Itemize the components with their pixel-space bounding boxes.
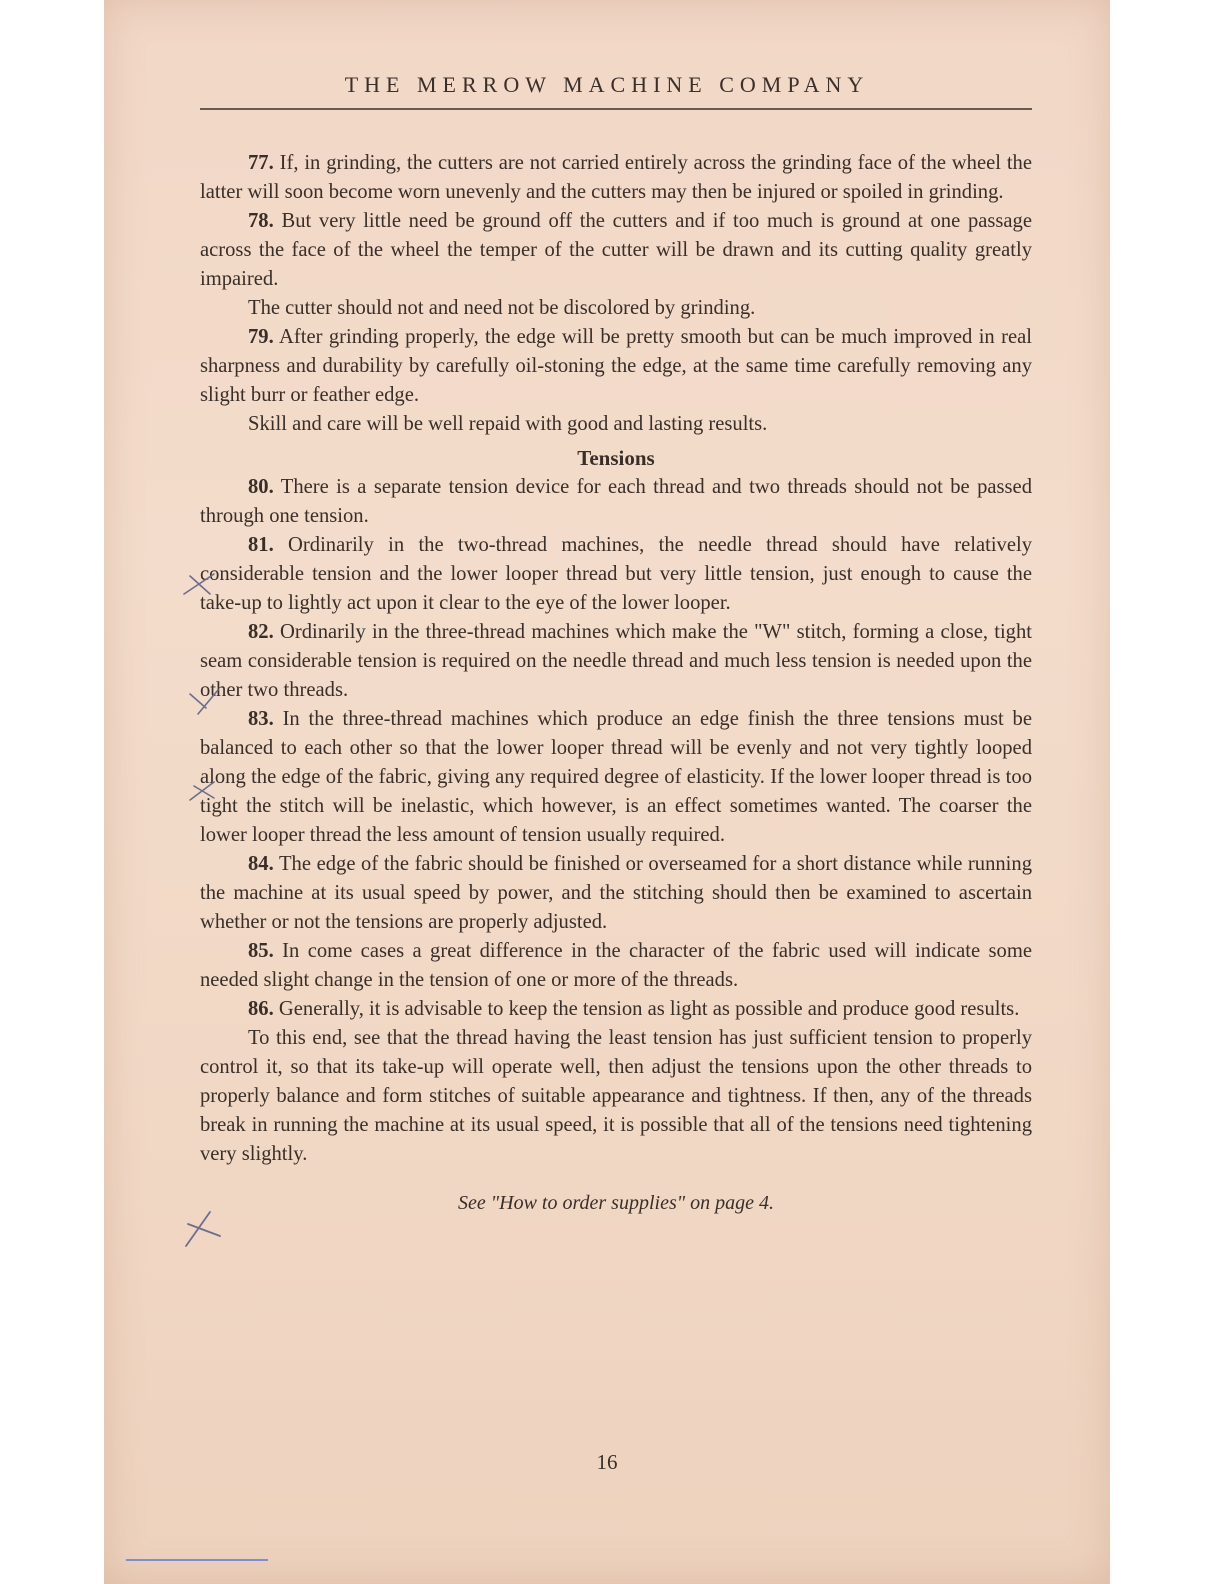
paragraph-79-continued: Skill and care will be well repaid with good and lasting results.: [248, 413, 768, 435]
paragraph-80: [200, 473, 1032, 531]
supplies-note: See "How to order supplies" on page 4.: [457, 1192, 775, 1214]
paragraph-83: [200, 705, 1032, 850]
paragraph-77: [200, 149, 1032, 207]
paragraph-number: 80.: [248, 476, 274, 498]
paragraph-number: 86.: [248, 998, 274, 1020]
paragraph-86: [200, 995, 1032, 1024]
paragraph-number: 84.: [248, 853, 274, 875]
document-page: [104, 0, 1110, 1584]
paragraph-85: [200, 937, 1032, 995]
paragraph-79: [200, 323, 1032, 410]
paragraph-text: Generally, it is advisable to keep the tension as light as possible and produce good results.: [273, 998, 1020, 1020]
pencil-mark-icon: [184, 686, 224, 718]
scan-edge-line: [126, 1559, 268, 1561]
paragraph-78-continued: The cutter should not and need not be discolored by grinding.: [248, 297, 756, 319]
paragraph-text: Ordinarily in the three-thread machines which make the "W" stitch, forming a close, tight seam considerable tension is required on the needle thread and much less tension is needed upon the other two threads.: [200, 621, 1032, 701]
paragraph-82: [200, 618, 1032, 705]
header-rule: [200, 108, 1032, 110]
paragraph-81: [200, 531, 1032, 618]
paragraph-number: 85.: [248, 940, 274, 962]
paragraph-text: The edge of the fabric should be finished or overseamed for a short distance while running the machine at its usual speed by power, and the stitching should then be examined to ascertain whether or not the tensions are properly adjusted.: [200, 853, 1032, 933]
pencil-mark-icon: [184, 776, 224, 808]
paragraph-text: In the three-thread machines which produce an edge finish the three tensions must be balanced to each other so that the lower looper thread will be evenly and not very tightly looped along the edge of the fabric, giving any required degree of elasticity. If the lower looper thread is too tight the stitch will be inelastic, which however, is an effect sometimes wanted. The coarser the lower looper thread the less amount of tension usually required.: [200, 708, 1032, 846]
paragraph-text: In come cases a great difference in the character of the fabric used will indicate some needed slight change in the tension of one or more of the threads.: [200, 940, 1032, 991]
pencil-mark-icon: [180, 568, 220, 600]
running-header: THE MERROW MACHINE COMPANY: [344, 72, 870, 97]
paragraph-text: If, in grinding, the cutters are not carried entirely across the grinding face of the wheel the latter will soon become worn unevenly and the cutters may then be injured or spoiled in grinding.: [200, 152, 1032, 203]
pencil-mark-icon: [180, 1206, 226, 1250]
paragraph-text: There is a separate tension device for each thread and two threads should not be passed through one tension.: [200, 476, 1032, 527]
section-heading-tensions: Tensions: [577, 446, 655, 470]
paragraph-text: After grinding properly, the edge will be pretty smooth but can be much improved in real sharpness and durability by carefully oil-stoning the edge, at the same time carefully removing any slight burr or feather edge.: [200, 326, 1032, 406]
body-text: [200, 149, 1032, 1218]
paragraph-84: [200, 850, 1032, 937]
paragraph-text: Ordinarily in the two-thread machines, the needle thread should have relatively considerable tension and the lower looper thread but very little tension, just enough to cause the take-up to lightly act upon it clear to the eye of the lower looper.: [200, 534, 1032, 614]
paragraph-text: But very little need be ground off the cutters and if too much is ground at one passage across the face of the wheel the temper of the cutter will be drawn and its cutting quality greatly impaired.: [200, 210, 1032, 290]
paragraph-number: 78.: [248, 210, 274, 232]
paragraph-number: 83.: [248, 708, 274, 730]
paragraph-78: [200, 207, 1032, 294]
paragraph-number: 79.: [248, 326, 274, 348]
page-number: 16: [596, 1450, 618, 1474]
paragraph-number: 77.: [248, 152, 274, 174]
paragraph-number: 82.: [248, 621, 274, 643]
paragraph-number: 81.: [248, 534, 274, 556]
paragraph-86-continued: To this end, see that the thread having the least tension has just sufficient tension to properly control it, so that its take-up will operate well, then adjust the tensions upon the other threads to properly balance and form stitches of suitable appearance and tightness. If then, any of the threads break in running the machine at its usual speed, it is possible that all of the tensions need tightening very slightly.: [200, 1027, 1032, 1165]
